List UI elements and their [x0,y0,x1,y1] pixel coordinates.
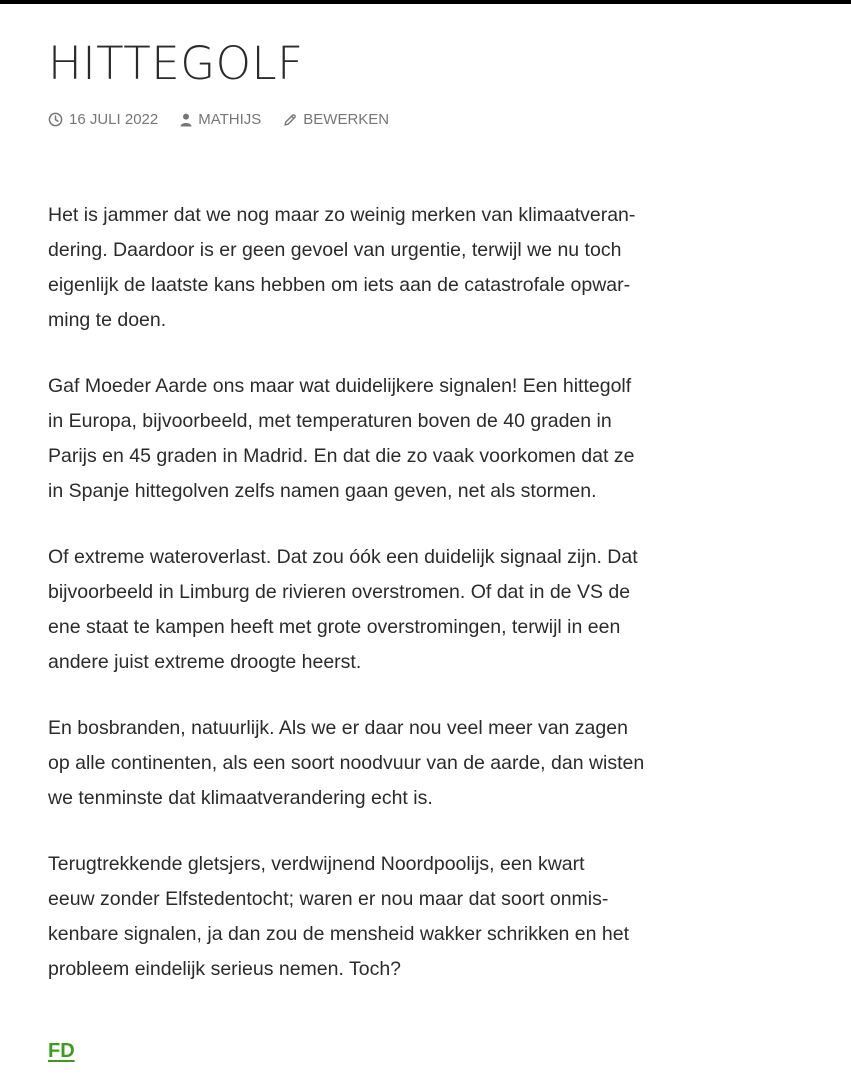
post-author [180,111,261,128]
paragraph-line: Parijs en 45 graden in Madrid. En dat die zo vaak voorkomen dat ze [48,445,635,467]
post-meta [48,111,411,128]
paragraph-line: in Europa, bijvoorbeeld, met temperaturen boven de 40 graden in [48,410,612,432]
paragraph [48,198,818,338]
paragraph-line: Of extreme wateroverlast. Dat zou óók een duidelijk signaal zijn. Dat [48,546,638,568]
paragraph-line: andere juist extreme droogte heerst. [48,651,362,673]
post-title: HITTEGOLF [48,37,304,90]
paragraph [48,369,818,509]
paragraph-line: bijvoorbeeld in Limburg de rivieren overstromen. Of dat in de VS de [48,581,631,603]
paragraph-line: Gaf Moeder Aarde ons maar wat duidelijkere signalen! Een hittegolf [48,375,632,397]
post-date [48,111,158,128]
paragraph-line: Het is jammer dat we nog maar zo weinig merken van klimaatveran- [48,204,636,226]
pencil-icon [283,113,297,127]
paragraph-line: in Spanje hittegolven zelfs namen gaan geven, net als stormen. [48,480,597,502]
paragraph-line: eeuw zonder Elfstedentocht; waren er nou maar dat soort onmis- [48,888,609,910]
paragraph-line: Terugtrekkende gletsjers, verdwijnend Noordpoolijs, een kwart [48,853,585,875]
paragraph-line: eigenlijk de laatste kans hebben om iets aan de catastrofale opwar- [48,274,631,296]
paragraph-line: op alle continenten, als een soort noodvuur van de aarde, dan wisten [48,752,645,774]
source-link-fd[interactable]: FD [48,1040,75,1062]
paragraph [48,540,818,680]
post-date-link[interactable]: 16 JULI 2022 [69,111,159,128]
edit-post-link[interactable]: BEWERKEN [303,111,390,128]
post-content [48,198,818,1018]
paragraph [48,711,818,816]
paragraph-line: En bosbranden, natuurlijk. Als we er daar nou veel meer van zagen [48,717,628,739]
post-author-link[interactable]: MATHIJS [198,111,262,128]
paragraph-line: probleem eindelijk serieus nemen. Toch? [48,958,402,980]
paragraph-line: ming te doen. [48,309,167,331]
user-icon [180,113,192,127]
post-edit [283,111,389,128]
paragraph-line: dering. Daardoor is er geen gevoel van urgentie, terwijl we nu toch [48,239,622,261]
paragraph [48,847,818,987]
paragraph-line: kenbare signalen, ja dan zou de mensheid wakker schrikken en het [48,923,630,945]
paragraph-line: we tenminste dat klimaatverandering echt is. [48,787,433,809]
paragraph-line: ene staat te kampen heeft met grote overstromingen, terwijl in een [48,616,621,638]
clock-icon [48,112,63,127]
